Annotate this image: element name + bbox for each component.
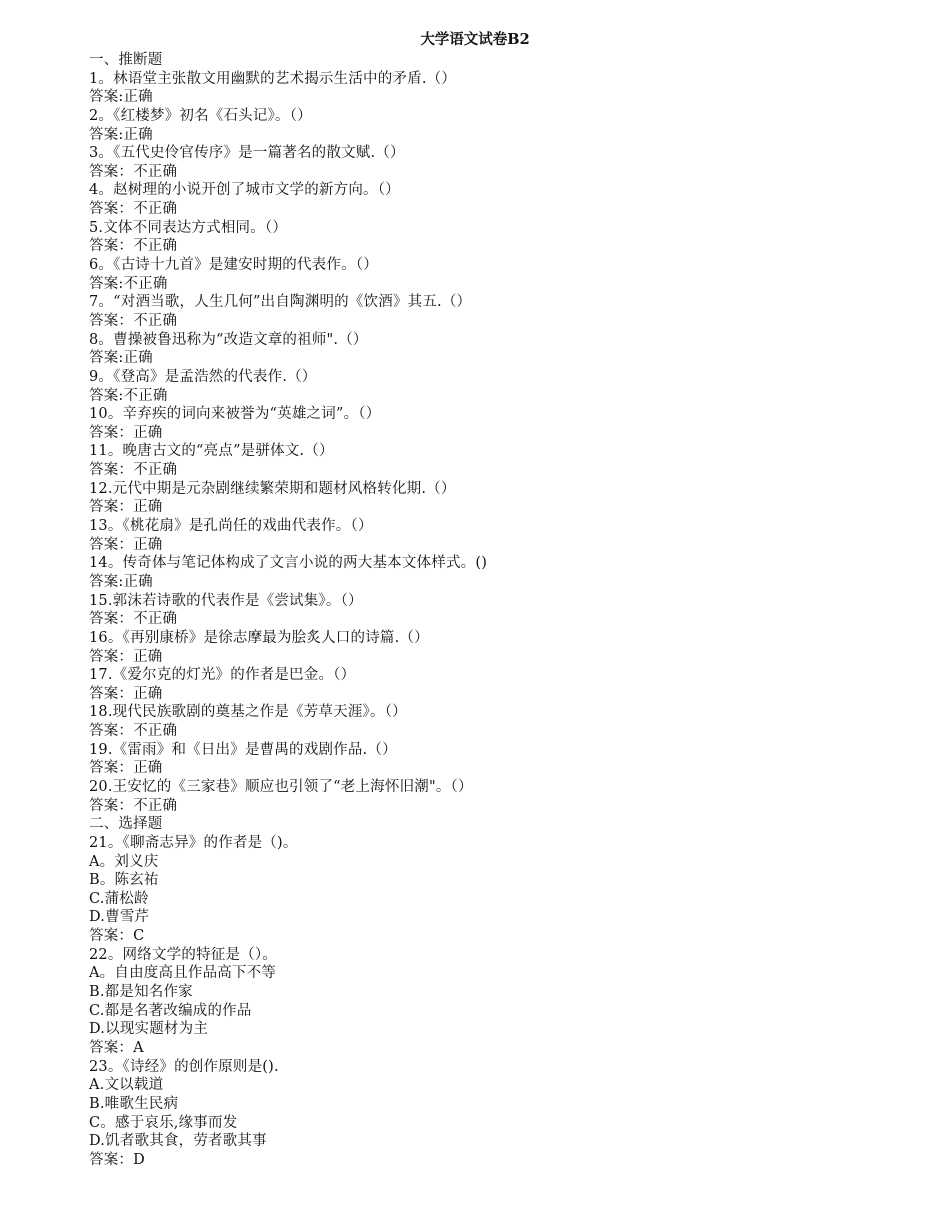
option-line: A。刘义庆 (89, 853, 159, 870)
answer-line: 答案:不正确 (89, 275, 168, 292)
answer-line: 答案：C (89, 928, 145, 945)
question-text: 7。“对酒当歌，人生几何”出自陶渊明的《饮酒》其五.（） (89, 294, 472, 311)
question-text: 21。《聊斋志异》的作者是（)。 (89, 834, 298, 851)
option-line: D.以现实题材为主 (89, 1021, 209, 1038)
question-text: 4。赵树理的小说开创了城市文学的新方向。（） (89, 182, 400, 199)
answer-line: 答案：正确 (89, 760, 163, 777)
answer-line: 答案：不正确 (89, 312, 178, 329)
question-text: 5.文体不同表达方式相同。（） (89, 219, 288, 236)
answer-line: 答案：不正确 (89, 797, 178, 814)
answer-line: 答案：不正确 (89, 163, 178, 180)
question-text: 2。《红楼梦》初名《石头记》。（） (89, 107, 312, 124)
option-line: B.唯歌生民病 (89, 1095, 179, 1112)
question-text: 13。《桃花扇》是孔尚任的戏曲代表作。（） (89, 518, 373, 535)
option-line: B.都是知名作家 (89, 984, 193, 1001)
page-title: 大学语文试卷B2 (420, 31, 530, 48)
question-text: 9。《登高》是孟浩然的代表作.（） (89, 368, 317, 385)
option-line: C.都是名著改编成的作品 (89, 1002, 252, 1019)
section-heading: 一、推断题 (89, 52, 163, 68)
question-text: 10。辛弃疾的词向来被誉为“英雄之词”。（） (89, 406, 381, 423)
answer-line: 答案：正确 (89, 424, 163, 441)
answer-line: 答案：D (89, 1151, 145, 1168)
question-text: 16。《再别康桥》是徐志摩最为脍炙人口的诗篇.（） (89, 629, 429, 646)
question-text: 6。《古诗十九首》是建安时期的代表作。（） (89, 257, 378, 274)
answer-line: 答案:正确 (89, 350, 153, 367)
answer-line: 答案：不正确 (89, 462, 178, 479)
answer-line: 答案：正确 (89, 685, 163, 702)
answer-line: 答案:正确 (89, 573, 153, 590)
option-line: A。自由度高且作品高下不等 (89, 965, 277, 982)
question-text: 20.王安忆的《三家巷》顺应也引领了“老上海怀旧潮"。（） (89, 778, 473, 795)
answer-line: 答案：不正确 (89, 201, 178, 218)
option-line: D.饥者歌其食，劳者歌其事 (89, 1133, 267, 1150)
question-text: 11。晚唐古文的“亮点”是骈体文.（） (89, 443, 334, 460)
option-line: C.蒲松龄 (89, 890, 149, 907)
option-line: B。陈玄祐 (89, 872, 159, 889)
section-heading: 二、选择题 (89, 816, 163, 833)
option-line: C。感于哀乐,缘事而发 (89, 1114, 238, 1131)
answer-line: 答案：不正确 (89, 723, 178, 740)
answer-line: 答案：正确 (89, 648, 163, 665)
question-text: 23。《诗经》的创作原则是(). (89, 1058, 279, 1075)
answer-line: 答案:正确 (89, 126, 153, 143)
answer-line: 答案：A (89, 1039, 144, 1056)
question-text: 19.《雷雨》和《日出》是曹禺的戏剧作品.（） (89, 741, 397, 758)
question-text: 15.郭沫若诗歌的代表作是《尝试集》。（） (89, 592, 363, 609)
question-text: 12.元代中期是元杂剧继续繁荣期和题材风格转化期.（） (89, 480, 456, 497)
question-text: 3。《五代史伶官传序》是一篇著名的散文赋.（） (89, 145, 405, 162)
question-text: 17.《爱尔克的灯光》的作者是巴金。（） (89, 667, 356, 684)
question-text: 18.现代民族歌剧的奠基之作是《芳草天涯》。（） (89, 704, 407, 721)
question-text: 14。传奇体与笔记体构成了文言小说的两大基本文体样式。() (89, 555, 488, 572)
option-line: D.曹雪芹 (89, 909, 150, 926)
answer-line: 答案：正确 (89, 536, 163, 553)
document-body (89, 51, 889, 1169)
answer-line: 答案：不正确 (89, 238, 178, 255)
answer-line: 答案：不正确 (89, 611, 178, 628)
option-line: A.文以载道 (89, 1077, 164, 1094)
answer-line: 答案：正确 (89, 499, 163, 516)
question-text: 1。林语堂主张散文用幽默的艺术揭示生活中的矛盾.（） (89, 70, 457, 87)
question-text: 8。曹操被鲁迅称为“改造文章的祖师".（） (89, 331, 368, 348)
question-text: 22。网络文学的特征是（）。 (89, 946, 277, 963)
answer-line: 答案:不正确 (89, 387, 168, 404)
answer-line: 答案:正确 (89, 89, 153, 106)
